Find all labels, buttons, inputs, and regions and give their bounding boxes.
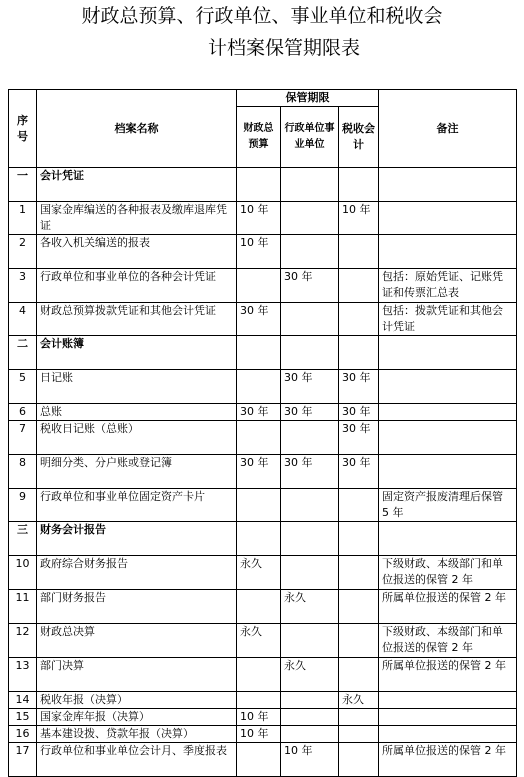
cell-seq: 2 (9, 235, 37, 269)
cell-seq: 16 (9, 726, 37, 743)
cell-admin: 30 年 (281, 370, 339, 404)
cell-fin (237, 743, 281, 777)
cell-name: 部门财务报告 (37, 590, 237, 624)
cell-tax (339, 709, 379, 726)
table-row (9, 235, 517, 269)
cell-admin (281, 235, 339, 269)
cell-name: 国家金库编送的各种报表及缴库退库凭证 (37, 202, 237, 235)
table-row (9, 303, 517, 336)
cell-seq: 13 (9, 658, 37, 692)
cell-tax (339, 590, 379, 624)
cell-fin (237, 522, 281, 556)
cell-tax (339, 624, 379, 658)
cell-seq: 17 (9, 743, 37, 777)
cell-admin (281, 421, 339, 455)
cell-seq: 14 (9, 692, 37, 709)
cell-seq: 7 (9, 421, 37, 455)
cell-name: 财务会计报告 (37, 522, 237, 556)
cell-admin: 10 年 (281, 743, 339, 777)
cell-fin: 10 年 (237, 709, 281, 726)
cell-seq: 15 (9, 709, 37, 726)
cell-note: 所属单位报送的保管 2 年 (379, 743, 517, 777)
cell-tax (339, 269, 379, 303)
cell-fin: 10 年 (237, 726, 281, 743)
cell-name: 国家金库年报（决算） (37, 709, 237, 726)
cell-note (379, 421, 517, 455)
cell-tax (339, 303, 379, 336)
table-row (9, 590, 517, 624)
table-row (9, 370, 517, 404)
cell-seq: 9 (9, 489, 37, 522)
cell-note (379, 235, 517, 269)
cell-admin: 永久 (281, 658, 339, 692)
cell-name: 部门决算 (37, 658, 237, 692)
section-row (9, 168, 517, 202)
cell-seq: 8 (9, 455, 37, 489)
cell-note: 固定资产报废清理后保管 5 年 (379, 489, 517, 522)
cell-fin (237, 489, 281, 522)
cell-tax (339, 168, 379, 202)
cell-admin (281, 336, 339, 370)
cell-name: 会计账簿 (37, 336, 237, 370)
cell-admin (281, 522, 339, 556)
cell-name: 会计凭证 (37, 168, 237, 202)
cell-seq: 12 (9, 624, 37, 658)
table-row (9, 489, 517, 522)
cell-seq: 11 (9, 590, 37, 624)
cell-admin (281, 168, 339, 202)
cell-fin (237, 269, 281, 303)
cell-tax (339, 726, 379, 743)
table-row (9, 743, 517, 777)
cell-tax (339, 743, 379, 777)
cell-note (379, 709, 517, 726)
cell-name: 行政单位和事业单位会计月、季度报表 (37, 743, 237, 777)
table-row (9, 556, 517, 590)
section-row (9, 336, 517, 370)
cell-tax (339, 522, 379, 556)
cell-admin (281, 692, 339, 709)
cell-admin (281, 489, 339, 522)
cell-admin: 30 年 (281, 269, 339, 303)
page-title-line1: 财政总预算、行政单位、事业单位和税收会 (81, 5, 443, 27)
cell-fin: 永久 (237, 556, 281, 590)
cell-fin: 30 年 (237, 303, 281, 336)
cell-seq: 4 (9, 303, 37, 336)
cell-seq: 5 (9, 370, 37, 404)
cell-admin (281, 624, 339, 658)
cell-admin (281, 556, 339, 590)
cell-tax (339, 658, 379, 692)
cell-name: 各收入机关编送的报表 (37, 235, 237, 269)
cell-fin (237, 370, 281, 404)
cell-fin: 30 年 (237, 404, 281, 421)
retention-table (8, 89, 517, 777)
cell-note (379, 370, 517, 404)
cell-fin: 10 年 (237, 235, 281, 269)
cell-note: 所属单位报送的保管 2 年 (379, 590, 517, 624)
cell-name: 财政总预算拨款凭证和其他会计凭证 (37, 303, 237, 336)
cell-note (379, 455, 517, 489)
table-row (9, 624, 517, 658)
cell-note (379, 692, 517, 709)
header-period: 保管期限 (237, 90, 379, 107)
cell-note (379, 168, 517, 202)
cell-seq: 6 (9, 404, 37, 421)
cell-fin: 10 年 (237, 202, 281, 235)
cell-admin: 永久 (281, 590, 339, 624)
cell-tax: 10 年 (339, 202, 379, 235)
cell-note: 所属单位报送的保管 2 年 (379, 658, 517, 692)
cell-name: 政府综合财务报告 (37, 556, 237, 590)
cell-tax (339, 489, 379, 522)
table-row (9, 709, 517, 726)
cell-seq: 一 (9, 168, 37, 202)
cell-admin: 30 年 (281, 455, 339, 489)
section-row (9, 522, 517, 556)
cell-name: 行政单位和事业单位的各种会计凭证 (37, 269, 237, 303)
cell-admin (281, 202, 339, 235)
table-body (9, 168, 517, 777)
cell-seq: 三 (9, 522, 37, 556)
header-seq: 序号 (9, 90, 37, 168)
table-row (9, 202, 517, 235)
cell-note: 下级财政、本级部门和单位报送的保管 2 年 (379, 624, 517, 658)
cell-seq: 1 (9, 202, 37, 235)
cell-name: 总账 (37, 404, 237, 421)
cell-admin (281, 726, 339, 743)
cell-name: 税收日记账（总账） (37, 421, 237, 455)
cell-fin: 永久 (237, 624, 281, 658)
cell-name: 明细分类、分户账或登记簿 (37, 455, 237, 489)
page-title-line2: 计档案保管期限表 (207, 37, 360, 59)
table-row (9, 692, 517, 709)
header-fin: 财政总预算 (237, 107, 281, 168)
cell-tax: 30 年 (339, 370, 379, 404)
cell-note (379, 726, 517, 743)
cell-tax: 30 年 (339, 404, 379, 421)
cell-note (379, 522, 517, 556)
header-admin: 行政单位事业单位 (281, 107, 339, 168)
cell-admin: 30 年 (281, 404, 339, 421)
cell-fin (237, 692, 281, 709)
cell-name: 行政单位和事业单位固定资产卡片 (37, 489, 237, 522)
cell-tax: 30 年 (339, 455, 379, 489)
cell-note: 包括：拨款凭证和其他会计凭证 (379, 303, 517, 336)
cell-note: 下级财政、本级部门和单位报送的保管 2 年 (379, 556, 517, 590)
table-row (9, 726, 517, 743)
cell-fin (237, 421, 281, 455)
cell-name: 税收年报（决算） (37, 692, 237, 709)
header-note: 备注 (379, 90, 517, 168)
table-row (9, 658, 517, 692)
cell-admin (281, 709, 339, 726)
table-row (9, 269, 517, 303)
cell-fin (237, 590, 281, 624)
cell-tax: 永久 (339, 692, 379, 709)
cell-note: 包括：原始凭证、记账凭证和传票汇总表 (379, 269, 517, 303)
table-row (9, 421, 517, 455)
cell-seq: 10 (9, 556, 37, 590)
cell-fin (237, 336, 281, 370)
cell-name: 基本建设拨、贷款年报（决算） (37, 726, 237, 743)
cell-tax: 30 年 (339, 421, 379, 455)
cell-fin (237, 658, 281, 692)
header-tax: 税收会计 (339, 107, 379, 168)
cell-name: 日记账 (37, 370, 237, 404)
header-row-top (9, 90, 517, 107)
cell-fin: 30 年 (237, 455, 281, 489)
cell-name: 财政总决算 (37, 624, 237, 658)
cell-note (379, 202, 517, 235)
cell-note (379, 336, 517, 370)
header-name: 档案名称 (37, 90, 237, 168)
cell-tax (339, 556, 379, 590)
cell-note (379, 404, 517, 421)
cell-seq: 二 (9, 336, 37, 370)
cell-admin (281, 303, 339, 336)
cell-tax (339, 336, 379, 370)
cell-fin (237, 168, 281, 202)
cell-tax (339, 235, 379, 269)
table-row (9, 404, 517, 421)
cell-seq: 3 (9, 269, 37, 303)
table-row (9, 455, 517, 489)
